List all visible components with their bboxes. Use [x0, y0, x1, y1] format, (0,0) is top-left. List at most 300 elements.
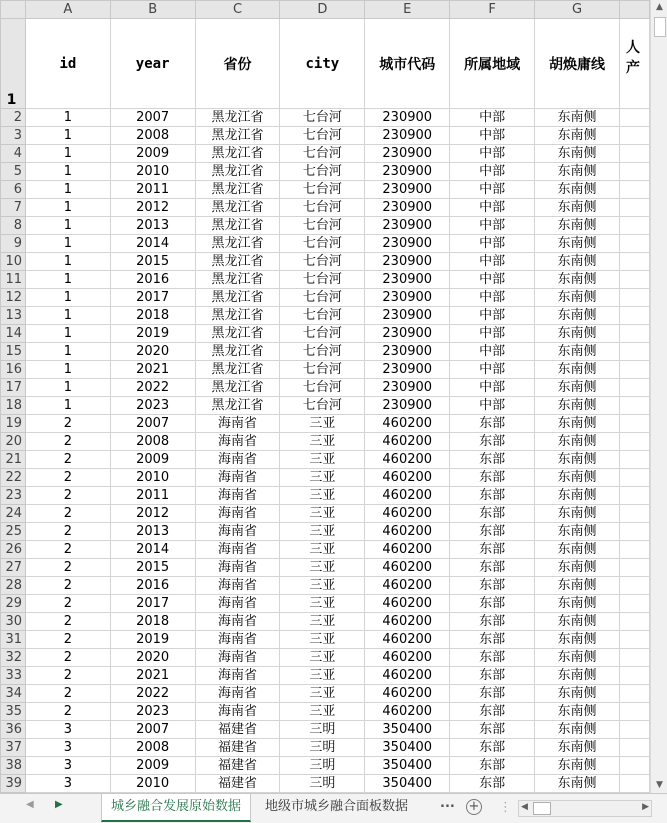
- row-number[interactable]: 30: [1, 613, 26, 631]
- cell-city-code[interactable]: 350400: [365, 775, 450, 793]
- cell-clipped[interactable]: [619, 163, 649, 181]
- cell-city[interactable]: 三明: [280, 775, 365, 793]
- row-number[interactable]: 10: [1, 253, 26, 271]
- cell-city-code[interactable]: 230900: [365, 199, 450, 217]
- cell-id[interactable]: 1: [25, 343, 110, 361]
- cell-id[interactable]: 1: [25, 289, 110, 307]
- cell-city[interactable]: 七台河: [280, 127, 365, 145]
- cell-id[interactable]: 2: [25, 469, 110, 487]
- cell-id[interactable]: 1: [25, 397, 110, 415]
- vertical-scroll-thumb[interactable]: [654, 17, 666, 37]
- cell-hu-line[interactable]: 东南侧: [535, 109, 620, 127]
- row-number[interactable]: 33: [1, 667, 26, 685]
- table-row[interactable]: [1, 559, 650, 577]
- cell-region[interactable]: 东部: [450, 721, 535, 739]
- cell-region[interactable]: 中部: [450, 397, 535, 415]
- cell-city[interactable]: 三亚: [280, 487, 365, 505]
- table-row[interactable]: [1, 631, 650, 649]
- cell-city-code[interactable]: 460200: [365, 559, 450, 577]
- cell-year[interactable]: 2022: [110, 379, 195, 397]
- cell-clipped[interactable]: [619, 325, 649, 343]
- cell-id[interactable]: 2: [25, 451, 110, 469]
- cell-province[interactable]: 黑龙江省: [195, 271, 280, 289]
- cell-city[interactable]: 七台河: [280, 379, 365, 397]
- sheet-tab-raw-data[interactable]: 城乡融合发展原始数据: [101, 794, 251, 822]
- cell-province[interactable]: 海南省: [195, 451, 280, 469]
- cell-clipped[interactable]: [619, 199, 649, 217]
- cell-province[interactable]: 黑龙江省: [195, 217, 280, 235]
- cell-city-code[interactable]: 460200: [365, 415, 450, 433]
- table-row[interactable]: [1, 235, 650, 253]
- cell-year[interactable]: 2020: [110, 649, 195, 667]
- cell-region[interactable]: 东部: [450, 451, 535, 469]
- cell-city-code[interactable]: 230900: [365, 181, 450, 199]
- cell-province[interactable]: 海南省: [195, 433, 280, 451]
- row-number[interactable]: 21: [1, 451, 26, 469]
- cell-city[interactable]: 三亚: [280, 631, 365, 649]
- cell-province[interactable]: 黑龙江省: [195, 199, 280, 217]
- cell-city[interactable]: 七台河: [280, 271, 365, 289]
- table-row[interactable]: [1, 469, 650, 487]
- scroll-up-icon[interactable]: ▲: [656, 2, 663, 12]
- cell-year[interactable]: 2010: [110, 469, 195, 487]
- cell-hu-line[interactable]: 东南侧: [535, 775, 620, 793]
- cell-id[interactable]: 1: [25, 199, 110, 217]
- cell-city-code[interactable]: 460200: [365, 595, 450, 613]
- row-number[interactable]: 16: [1, 361, 26, 379]
- cell-hu-line[interactable]: 东南侧: [535, 235, 620, 253]
- cell-clipped[interactable]: [619, 577, 649, 595]
- cell-region[interactable]: 中部: [450, 199, 535, 217]
- cell-city[interactable]: 三亚: [280, 433, 365, 451]
- cell-id[interactable]: 2: [25, 559, 110, 577]
- cell-region[interactable]: 东部: [450, 649, 535, 667]
- cell-region[interactable]: 东部: [450, 775, 535, 793]
- cell-hu-line[interactable]: 东南侧: [535, 577, 620, 595]
- cell-city[interactable]: 七台河: [280, 325, 365, 343]
- cell-city-code[interactable]: 230900: [365, 343, 450, 361]
- prev-sheet-icon[interactable]: ◀: [26, 799, 34, 810]
- cell-year[interactable]: 2007: [110, 415, 195, 433]
- cell-city-code[interactable]: 230900: [365, 271, 450, 289]
- cell-year[interactable]: 2013: [110, 217, 195, 235]
- cell-city[interactable]: 三明: [280, 739, 365, 757]
- cell-year[interactable]: 2014: [110, 541, 195, 559]
- cell-province[interactable]: 海南省: [195, 577, 280, 595]
- cell-year[interactable]: 2018: [110, 307, 195, 325]
- cell-year[interactable]: 2008: [110, 127, 195, 145]
- row-number[interactable]: 20: [1, 433, 26, 451]
- cell-city-code[interactable]: 460200: [365, 685, 450, 703]
- cell-clipped[interactable]: [619, 217, 649, 235]
- table-row[interactable]: [1, 541, 650, 559]
- cell-city-code[interactable]: 460200: [365, 451, 450, 469]
- cell-hu-line[interactable]: 东南侧: [535, 451, 620, 469]
- cell-hu-line[interactable]: 东南侧: [535, 523, 620, 541]
- cell-year[interactable]: 2021: [110, 361, 195, 379]
- row-number[interactable]: 34: [1, 685, 26, 703]
- cell-clipped[interactable]: [619, 271, 649, 289]
- row-number[interactable]: 7: [1, 199, 26, 217]
- cell-year[interactable]: 2015: [110, 253, 195, 271]
- cell-clipped[interactable]: [619, 469, 649, 487]
- select-all-corner[interactable]: [1, 1, 26, 19]
- cell-id[interactable]: 2: [25, 685, 110, 703]
- cell-region[interactable]: 中部: [450, 289, 535, 307]
- cell-clipped[interactable]: [619, 505, 649, 523]
- cell-city-code[interactable]: 230900: [365, 397, 450, 415]
- header-cell-city[interactable]: city: [280, 19, 365, 109]
- cell-city-code[interactable]: 230900: [365, 235, 450, 253]
- cell-province[interactable]: 黑龙江省: [195, 235, 280, 253]
- cell-year[interactable]: 2007: [110, 721, 195, 739]
- row-number[interactable]: 35: [1, 703, 26, 721]
- cell-city-code[interactable]: 230900: [365, 127, 450, 145]
- cell-year[interactable]: 2017: [110, 289, 195, 307]
- cell-clipped[interactable]: [619, 667, 649, 685]
- cell-hu-line[interactable]: 东南侧: [535, 649, 620, 667]
- cell-clipped[interactable]: [619, 415, 649, 433]
- cell-clipped[interactable]: [619, 361, 649, 379]
- cell-hu-line[interactable]: 东南侧: [535, 667, 620, 685]
- cell-region[interactable]: 中部: [450, 181, 535, 199]
- cell-city[interactable]: 七台河: [280, 181, 365, 199]
- cell-region[interactable]: 中部: [450, 217, 535, 235]
- cell-region[interactable]: 中部: [450, 361, 535, 379]
- cell-year[interactable]: 2017: [110, 595, 195, 613]
- cell-id[interactable]: 1: [25, 379, 110, 397]
- cell-province[interactable]: 黑龙江省: [195, 253, 280, 271]
- cell-province[interactable]: 黑龙江省: [195, 145, 280, 163]
- table-row[interactable]: [1, 757, 650, 775]
- cell-city-code[interactable]: 230900: [365, 109, 450, 127]
- cell-id[interactable]: 1: [25, 109, 110, 127]
- cell-hu-line[interactable]: 东南侧: [535, 271, 620, 289]
- cell-region[interactable]: 东部: [450, 577, 535, 595]
- header-cell-year[interactable]: year: [110, 19, 195, 109]
- cell-clipped[interactable]: [619, 541, 649, 559]
- cell-city[interactable]: 三亚: [280, 613, 365, 631]
- table-row[interactable]: [1, 667, 650, 685]
- cell-province[interactable]: 黑龙江省: [195, 343, 280, 361]
- cell-city[interactable]: 七台河: [280, 235, 365, 253]
- table-row[interactable]: [1, 685, 650, 703]
- cell-clipped[interactable]: [619, 145, 649, 163]
- cell-region[interactable]: 中部: [450, 379, 535, 397]
- cell-city-code[interactable]: 350400: [365, 739, 450, 757]
- table-row[interactable]: [1, 397, 650, 415]
- cell-hu-line[interactable]: 东南侧: [535, 415, 620, 433]
- cell-city[interactable]: 三亚: [280, 559, 365, 577]
- more-sheets-button[interactable]: ...: [440, 796, 455, 811]
- table-row[interactable]: [1, 289, 650, 307]
- table-row[interactable]: [1, 127, 650, 145]
- cell-region[interactable]: 东部: [450, 595, 535, 613]
- row-number[interactable]: 29: [1, 595, 26, 613]
- cell-clipped[interactable]: [619, 397, 649, 415]
- cell-clipped[interactable]: [619, 235, 649, 253]
- cell-year[interactable]: 2019: [110, 325, 195, 343]
- cell-city[interactable]: 七台河: [280, 109, 365, 127]
- cell-year[interactable]: 2010: [110, 163, 195, 181]
- cell-clipped[interactable]: [619, 739, 649, 757]
- cell-region[interactable]: 东部: [450, 757, 535, 775]
- cell-city[interactable]: 七台河: [280, 199, 365, 217]
- cell-province[interactable]: 海南省: [195, 649, 280, 667]
- row-number[interactable]: 13: [1, 307, 26, 325]
- table-row[interactable]: [1, 325, 650, 343]
- cell-province[interactable]: 福建省: [195, 757, 280, 775]
- row-number[interactable]: 14: [1, 325, 26, 343]
- cell-city-code[interactable]: 230900: [365, 289, 450, 307]
- cell-city-code[interactable]: 230900: [365, 307, 450, 325]
- cell-city[interactable]: 三亚: [280, 667, 365, 685]
- cell-year[interactable]: 2020: [110, 343, 195, 361]
- cell-year[interactable]: 2009: [110, 451, 195, 469]
- column-header-d[interactable]: D: [280, 1, 365, 19]
- cell-city[interactable]: 七台河: [280, 145, 365, 163]
- cell-city[interactable]: 七台河: [280, 217, 365, 235]
- cell-id[interactable]: 1: [25, 217, 110, 235]
- table-row[interactable]: [1, 505, 650, 523]
- cell-city-code[interactable]: 230900: [365, 145, 450, 163]
- header-cell-hu-line[interactable]: 胡焕庸线: [535, 19, 620, 109]
- sheet-tab-panel-data[interactable]: 地级市城乡融合面板数据: [265, 799, 409, 814]
- cell-year[interactable]: 2016: [110, 577, 195, 595]
- cell-hu-line[interactable]: 东南侧: [535, 163, 620, 181]
- row-number[interactable]: 22: [1, 469, 26, 487]
- cell-province[interactable]: 海南省: [195, 613, 280, 631]
- cell-city-code[interactable]: 460200: [365, 613, 450, 631]
- table-row[interactable]: [1, 109, 650, 127]
- table-row[interactable]: [1, 613, 650, 631]
- table-row[interactable]: [1, 739, 650, 757]
- row-number[interactable]: 38: [1, 757, 26, 775]
- cell-id[interactable]: 3: [25, 721, 110, 739]
- row-number[interactable]: 26: [1, 541, 26, 559]
- cell-hu-line[interactable]: 东南侧: [535, 361, 620, 379]
- cell-year[interactable]: 2014: [110, 235, 195, 253]
- next-sheet-icon[interactable]: ▶: [55, 799, 63, 810]
- table-row[interactable]: [1, 343, 650, 361]
- cell-year[interactable]: 2016: [110, 271, 195, 289]
- cell-province[interactable]: 海南省: [195, 595, 280, 613]
- cell-province[interactable]: 福建省: [195, 739, 280, 757]
- cell-id[interactable]: 3: [25, 775, 110, 793]
- cell-hu-line[interactable]: 东南侧: [535, 703, 620, 721]
- cell-year[interactable]: 2023: [110, 397, 195, 415]
- cell-clipped[interactable]: [619, 685, 649, 703]
- cell-year[interactable]: 2013: [110, 523, 195, 541]
- cell-hu-line[interactable]: 东南侧: [535, 307, 620, 325]
- row-number[interactable]: 23: [1, 487, 26, 505]
- cell-region[interactable]: 中部: [450, 109, 535, 127]
- cell-id[interactable]: 2: [25, 631, 110, 649]
- row-number[interactable]: 19: [1, 415, 26, 433]
- table-row[interactable]: [1, 433, 650, 451]
- cell-clipped[interactable]: [619, 433, 649, 451]
- row-number[interactable]: 6: [1, 181, 26, 199]
- cell-hu-line[interactable]: 东南侧: [535, 325, 620, 343]
- cell-city-code[interactable]: 350400: [365, 721, 450, 739]
- cell-city[interactable]: 三亚: [280, 577, 365, 595]
- table-row[interactable]: [1, 577, 650, 595]
- column-header-h[interactable]: [619, 1, 649, 19]
- cell-id[interactable]: 1: [25, 145, 110, 163]
- cell-year[interactable]: 2008: [110, 739, 195, 757]
- cell-province[interactable]: 海南省: [195, 469, 280, 487]
- cell-hu-line[interactable]: 东南侧: [535, 505, 620, 523]
- cell-hu-line[interactable]: 东南侧: [535, 289, 620, 307]
- cell-province[interactable]: 黑龙江省: [195, 289, 280, 307]
- cell-city[interactable]: 三亚: [280, 541, 365, 559]
- cell-clipped[interactable]: [619, 181, 649, 199]
- cell-city[interactable]: 七台河: [280, 397, 365, 415]
- cell-hu-line[interactable]: 东南侧: [535, 541, 620, 559]
- cell-hu-line[interactable]: 东南侧: [535, 433, 620, 451]
- cell-id[interactable]: 2: [25, 505, 110, 523]
- row-number[interactable]: 15: [1, 343, 26, 361]
- cell-clipped[interactable]: [619, 379, 649, 397]
- table-row[interactable]: [1, 199, 650, 217]
- cell-province[interactable]: 海南省: [195, 631, 280, 649]
- scroll-down-icon[interactable]: ▼: [656, 780, 663, 790]
- cell-id[interactable]: 1: [25, 253, 110, 271]
- cell-id[interactable]: 2: [25, 541, 110, 559]
- cell-region[interactable]: 中部: [450, 127, 535, 145]
- cell-year[interactable]: 2009: [110, 757, 195, 775]
- cell-city[interactable]: 七台河: [280, 361, 365, 379]
- cell-city-code[interactable]: 460200: [365, 469, 450, 487]
- cell-city[interactable]: 三亚: [280, 649, 365, 667]
- cell-hu-line[interactable]: 东南侧: [535, 685, 620, 703]
- table-row[interactable]: [1, 217, 650, 235]
- cell-city-code[interactable]: 230900: [365, 379, 450, 397]
- column-header-e[interactable]: E: [365, 1, 450, 19]
- cell-year[interactable]: 2011: [110, 181, 195, 199]
- cell-id[interactable]: 1: [25, 181, 110, 199]
- cell-city[interactable]: 七台河: [280, 343, 365, 361]
- cell-hu-line[interactable]: 东南侧: [535, 343, 620, 361]
- table-row[interactable]: [1, 649, 650, 667]
- row-number[interactable]: 36: [1, 721, 26, 739]
- row-number[interactable]: 9: [1, 235, 26, 253]
- cell-region[interactable]: 东部: [450, 685, 535, 703]
- cell-id[interactable]: 3: [25, 739, 110, 757]
- header-cell-clipped[interactable]: 人 产: [619, 19, 649, 109]
- cell-province[interactable]: 黑龙江省: [195, 307, 280, 325]
- cell-city[interactable]: 三亚: [280, 415, 365, 433]
- table-row[interactable]: [1, 145, 650, 163]
- cell-year[interactable]: 2023: [110, 703, 195, 721]
- cell-city[interactable]: 三亚: [280, 523, 365, 541]
- cell-id[interactable]: 1: [25, 163, 110, 181]
- table-row[interactable]: [1, 451, 650, 469]
- cell-hu-line[interactable]: 东南侧: [535, 145, 620, 163]
- cell-year[interactable]: 2012: [110, 199, 195, 217]
- cell-year[interactable]: 2012: [110, 505, 195, 523]
- cell-id[interactable]: 2: [25, 577, 110, 595]
- cell-city[interactable]: 三亚: [280, 505, 365, 523]
- header-cell-id[interactable]: id: [25, 19, 110, 109]
- cell-clipped[interactable]: [619, 721, 649, 739]
- cell-hu-line[interactable]: 东南侧: [535, 631, 620, 649]
- cell-id[interactable]: 2: [25, 433, 110, 451]
- cell-region[interactable]: 中部: [450, 163, 535, 181]
- cell-id[interactable]: 2: [25, 487, 110, 505]
- cell-city[interactable]: 三亚: [280, 685, 365, 703]
- cell-id[interactable]: 2: [25, 415, 110, 433]
- cell-clipped[interactable]: [619, 127, 649, 145]
- tab-split-handle[interactable]: ⋮: [499, 800, 512, 815]
- vertical-scrollbar[interactable]: [650, 0, 667, 793]
- cell-clipped[interactable]: [619, 559, 649, 577]
- cell-province[interactable]: 海南省: [195, 523, 280, 541]
- cell-region[interactable]: 东部: [450, 541, 535, 559]
- cell-hu-line[interactable]: 东南侧: [535, 757, 620, 775]
- cell-province[interactable]: 黑龙江省: [195, 163, 280, 181]
- row-number[interactable]: 28: [1, 577, 26, 595]
- horizontal-scroll-thumb[interactable]: [533, 802, 551, 815]
- table-row[interactable]: [1, 253, 650, 271]
- cell-region[interactable]: 东部: [450, 559, 535, 577]
- cell-city-code[interactable]: 230900: [365, 361, 450, 379]
- cell-clipped[interactable]: [619, 253, 649, 271]
- cell-region[interactable]: 中部: [450, 235, 535, 253]
- cell-clipped[interactable]: [619, 775, 649, 793]
- cell-region[interactable]: 东部: [450, 667, 535, 685]
- cell-clipped[interactable]: [619, 757, 649, 775]
- cell-id[interactable]: 2: [25, 703, 110, 721]
- table-row[interactable]: [1, 361, 650, 379]
- cell-id[interactable]: 2: [25, 595, 110, 613]
- cell-province[interactable]: 黑龙江省: [195, 397, 280, 415]
- cell-province[interactable]: 海南省: [195, 559, 280, 577]
- cell-hu-line[interactable]: 东南侧: [535, 613, 620, 631]
- column-header-a[interactable]: A: [25, 1, 110, 19]
- cell-hu-line[interactable]: 东南侧: [535, 487, 620, 505]
- cell-city-code[interactable]: 460200: [365, 523, 450, 541]
- cell-region[interactable]: 东部: [450, 487, 535, 505]
- cell-hu-line[interactable]: 东南侧: [535, 127, 620, 145]
- cell-hu-line[interactable]: 东南侧: [535, 721, 620, 739]
- row-number[interactable]: 8: [1, 217, 26, 235]
- cell-id[interactable]: 1: [25, 325, 110, 343]
- cell-city[interactable]: 七台河: [280, 307, 365, 325]
- horizontal-scrollbar[interactable]: [518, 800, 652, 817]
- cell-clipped[interactable]: [619, 523, 649, 541]
- row-number[interactable]: 1: [1, 19, 26, 109]
- cell-province[interactable]: 黑龙江省: [195, 181, 280, 199]
- cell-clipped[interactable]: [619, 109, 649, 127]
- add-sheet-button[interactable]: +: [466, 799, 482, 815]
- cell-province[interactable]: 黑龙江省: [195, 361, 280, 379]
- cell-province[interactable]: 黑龙江省: [195, 127, 280, 145]
- cell-year[interactable]: 2008: [110, 433, 195, 451]
- cell-year[interactable]: 2019: [110, 631, 195, 649]
- cell-city-code[interactable]: 460200: [365, 487, 450, 505]
- cell-year[interactable]: 2018: [110, 613, 195, 631]
- table-row[interactable]: [1, 721, 650, 739]
- cell-id[interactable]: 2: [25, 667, 110, 685]
- cell-province[interactable]: 海南省: [195, 505, 280, 523]
- cell-region[interactable]: 中部: [450, 253, 535, 271]
- cell-hu-line[interactable]: 东南侧: [535, 595, 620, 613]
- table-row[interactable]: [1, 307, 650, 325]
- cell-province[interactable]: 福建省: [195, 721, 280, 739]
- table-row[interactable]: [1, 775, 650, 793]
- scroll-right-icon[interactable]: ▶: [642, 802, 649, 812]
